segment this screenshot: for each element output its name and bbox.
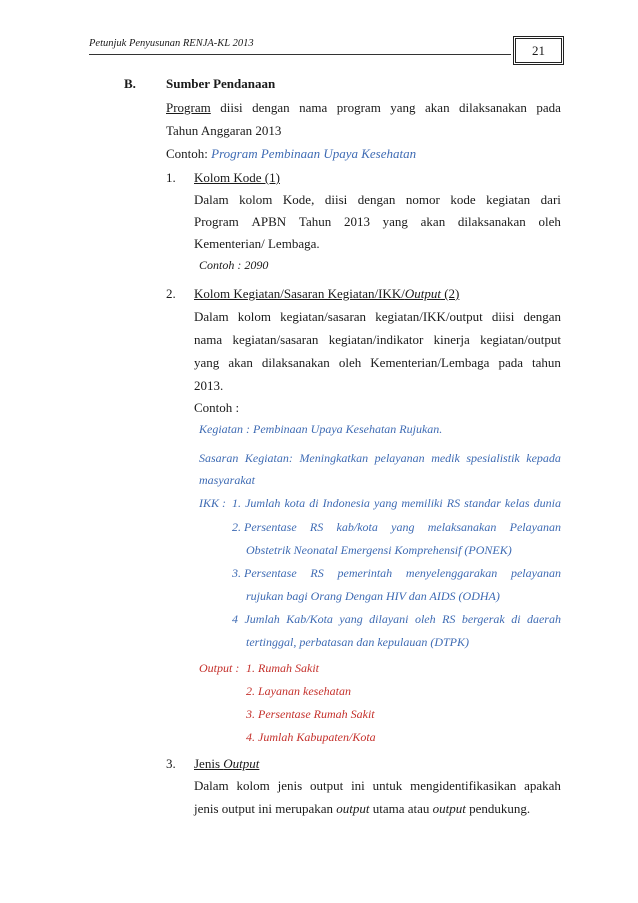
item-3-title: Jenis Output xyxy=(194,756,260,771)
ikk-item-2-line-2: Obstetrik Neonatal Emergensi Komprehensif (PONEK) xyxy=(246,543,512,557)
ikk-item-4-line-1: 4 Jumlah Kab/Kota yang dilayani oleh RS bergerak di daerah xyxy=(232,612,561,626)
item-3-line-2: jenis output ini merupakan output utama atau output pendukung. xyxy=(194,801,531,816)
item-1-title: Kolom Kode (1) xyxy=(194,170,280,185)
header-rule xyxy=(89,54,511,55)
item-2-title: Kolom Kegiatan/Sasaran Kegiatan/IKK/Output (2) xyxy=(194,286,460,301)
output-item-4: 4. Jumlah Kabupaten/Kota xyxy=(246,730,376,744)
item-3-line-1: Dalam kolom jenis output ini untuk mengidentifikasikan apakah xyxy=(194,778,561,793)
item-2-line-2: nama kegiatan/sasaran kegiatan/indikator kinerja kegiatan/output xyxy=(194,332,561,347)
ikk-label: IKK : xyxy=(199,496,226,510)
item-1-line-1: Dalam kolom Kode, diisi dengan nomor kode kegiatan dari xyxy=(194,192,561,207)
item-3-number: 3. xyxy=(166,756,176,771)
ikk-item-4-line-2: tertinggal, perbatasan dan kepulauan (DTPK) xyxy=(246,635,469,649)
intro-line-2: Tahun Anggaran 2013 xyxy=(166,123,282,138)
item-2-number: 2. xyxy=(166,286,176,301)
item-2-line-4: 2013. xyxy=(194,378,224,393)
intro-example xyxy=(166,146,416,162)
example-kegiatan: Kegiatan : Pembinaan Upaya Kesehatan Rujukan. xyxy=(199,422,443,436)
item-1-number: 1. xyxy=(166,170,176,185)
output-label: Output : xyxy=(199,661,240,675)
item-2-example-label: Contoh : xyxy=(194,400,240,415)
section-title: Sumber Pendanaan xyxy=(166,76,276,91)
intro-line-1: Program diisi dengan nama program yang akan dilaksanakan pada xyxy=(166,100,561,115)
item-2-line-1: Dalam kolom kegiatan/sasaran kegiatan/IKK/output diisi dengan xyxy=(194,309,561,324)
output-item-3: 3. Persentase Rumah Sakit xyxy=(246,707,375,721)
output-item-2: 2. Layanan kesehatan xyxy=(246,684,351,698)
item-1-line-2: Program APBN Tahun 2013 yang akan dilaksanakan oleh xyxy=(194,214,561,229)
example-value: Program Pembinaan Upaya Kesehatan xyxy=(211,146,417,161)
item-1-example: Contoh : 2090 xyxy=(199,258,269,272)
ikk-item-1: 1. Jumlah kota di Indonesia yang memiliki RS standar kelas dunia xyxy=(232,496,561,510)
section-letter: B. xyxy=(124,76,136,91)
output-item-1: 1. Rumah Sakit xyxy=(246,661,319,675)
ikk-item-3-line-2: rujukan bagi Orang Dengan HIV dan AIDS (ODHA) xyxy=(246,589,500,603)
page-number: 21 xyxy=(532,42,545,58)
page-number-box xyxy=(513,36,564,65)
program-word: Program xyxy=(166,100,211,115)
ikk-item-2-line-1: 2. Persentase RS kab/kota yang melaksanakan Pelayanan xyxy=(232,520,561,534)
example-label: Contoh: xyxy=(166,146,208,161)
example-sasaran-line-2: masyarakat xyxy=(199,473,255,487)
item-1-line-3: Kementerian/ Lembaga. xyxy=(194,236,320,251)
running-header: Petunjuk Penyusunan RENJA-KL 2013 xyxy=(89,38,254,49)
item-2-line-3: yang akan dilaksanakan oleh Kementerian/Lembaga pada tahun xyxy=(194,355,561,370)
example-sasaran-line-1: Sasaran Kegiatan: Meningkatkan pelayanan medik spesialistik kepada xyxy=(199,451,561,465)
ikk-item-3-line-1: 3. Persentase RS pemerintah menyelenggarakan pelayanan xyxy=(232,566,561,580)
